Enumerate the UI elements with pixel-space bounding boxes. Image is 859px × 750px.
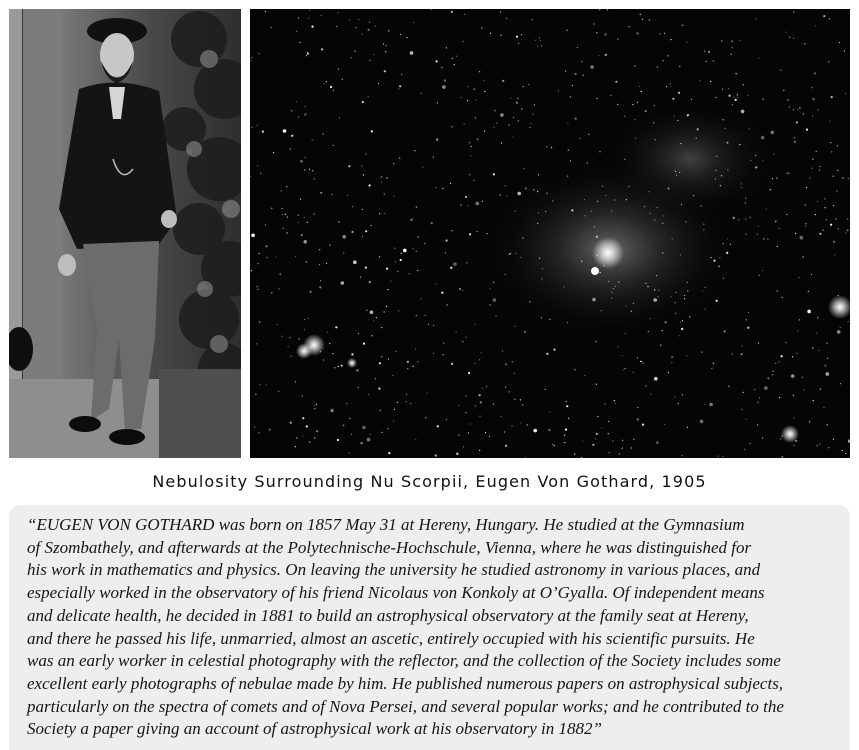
quote-line: and delicate health, he decided in 1881 to build an astrophysical observatory at the family seat at Hereny, bbox=[27, 605, 749, 625]
figure-caption: Nebulosity Surrounding Nu Scorpii, Eugen Von Gothard, 1905 bbox=[152, 472, 707, 491]
quote-line: Society a paper giving an account of astrophysical work at his observatory in 1882” bbox=[27, 719, 602, 739]
quote-line: and there he passed his life, unmarried, almost an ascetic, entirely occupied with his scientific pursuits. He bbox=[27, 628, 755, 648]
quote-line: excellent early photographs of nebulae made by him. He published numerous papers on astrophysical subjects, bbox=[27, 673, 784, 693]
quote-line: of Szombathely, and afterwards at the Polytechnische-Hochschule, Vienna, where he was distinguished for bbox=[27, 537, 752, 557]
quote-box bbox=[9, 505, 850, 750]
quote-line: his work in mathematics and physics. On leaving the university he studied astronomy in various places, and bbox=[27, 560, 761, 580]
portrait-illustration bbox=[9, 9, 241, 458]
quote-line: was an early worker in celestial photography with the reflector, and the collection of the Society includes some bbox=[27, 651, 781, 671]
nebula-photograph bbox=[250, 9, 850, 458]
quote-line: “EUGEN VON GOTHARD was born on 1857 May 31 at Hereny, Hungary. He studied at the Gymnasium bbox=[27, 515, 745, 534]
quote-line: especially worked in the observatory of his friend Nicolaus von Konkoly at O’Gyalla. Of independent means bbox=[27, 583, 765, 603]
star-field-illustration bbox=[250, 9, 850, 458]
biography-quote bbox=[27, 514, 849, 741]
quote-line: particularly on the spectra of comets and of Nova Persei, and several popular works; and he contributed to the bbox=[27, 696, 784, 716]
portrait-photograph bbox=[9, 9, 241, 458]
